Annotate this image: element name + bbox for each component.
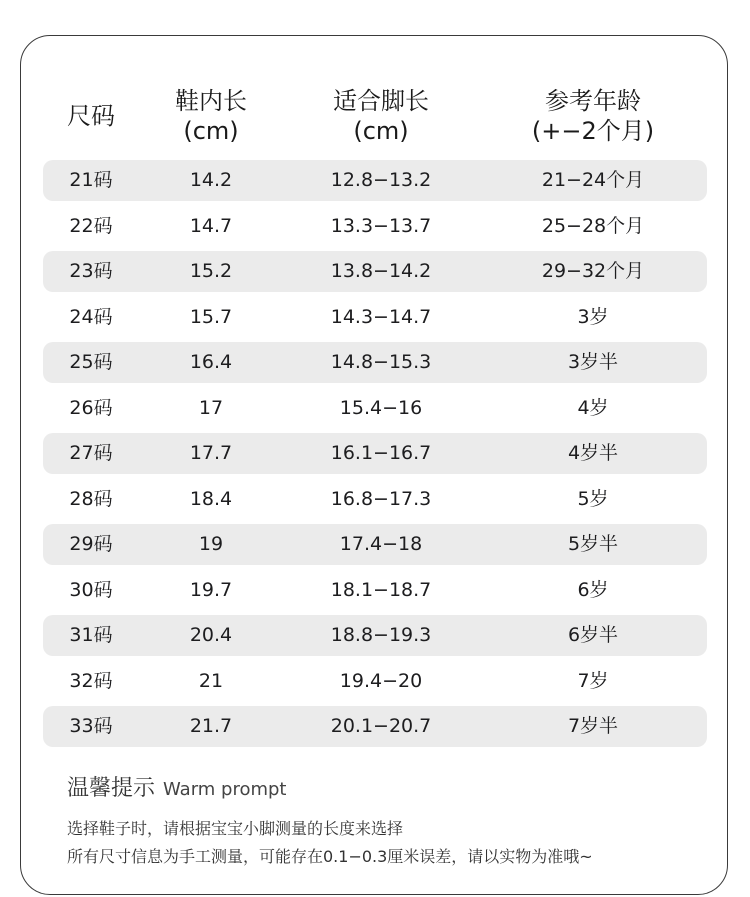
cell-insole-length: 17.7 [189, 442, 233, 464]
cell-insole-length: 19 [198, 533, 224, 555]
cell-foot-length: 18.1−18.7 [330, 578, 432, 601]
cell-foot-length: 18.8−19.3 [330, 624, 432, 646]
cell-reference-age: 7岁半 [567, 715, 619, 737]
cell-size: 25码 [69, 351, 113, 373]
tips-heading [67, 771, 707, 805]
cell-reference-age: 29−32个月 [541, 260, 645, 282]
cell-insole-length: 15.2 [189, 260, 233, 282]
cell-foot-length: 20.1−20.7 [330, 715, 432, 737]
cell-foot-length: 14.3−14.7 [330, 305, 432, 328]
size-chart-card [20, 35, 728, 895]
table-row [43, 524, 707, 565]
table-row [43, 433, 707, 474]
header-reference-age [479, 71, 707, 161]
header-insole-length-unit: (cm) [183, 117, 239, 145]
header-foot-length-label: 适合脚长 [333, 87, 429, 115]
cell-size: 30码 [69, 578, 113, 601]
table-row [43, 342, 707, 383]
table-row [43, 706, 707, 747]
cell-reference-age: 21−24个月 [541, 169, 645, 191]
cell-reference-age: 4岁半 [567, 442, 619, 464]
table-header [43, 71, 707, 161]
cell-foot-length: 13.3−13.7 [330, 214, 432, 237]
cell-size: 26码 [69, 396, 113, 419]
cell-foot-length: 14.8−15.3 [330, 351, 432, 373]
header-size-label: 尺码 [67, 102, 115, 130]
cell-reference-age: 3岁 [577, 305, 609, 328]
cell-size: 24码 [69, 305, 113, 328]
table-row [43, 661, 707, 702]
cell-insole-length: 18.4 [189, 487, 233, 510]
cell-foot-length: 16.1−16.7 [330, 442, 432, 464]
cell-insole-length: 19.7 [189, 578, 233, 601]
cell-reference-age: 5岁半 [567, 533, 619, 555]
table-row [43, 297, 707, 338]
cell-size: 23码 [69, 260, 113, 282]
tips-title-cn: 温馨提示 [67, 776, 156, 801]
cell-insole-length: 16.4 [189, 351, 233, 373]
tips-section [67, 771, 707, 871]
cell-size: 22码 [69, 214, 113, 237]
table-row [43, 479, 707, 520]
header-foot-length-unit: (cm) [353, 117, 409, 145]
cell-insole-length: 21.7 [189, 715, 233, 737]
cell-insole-length: 15.7 [189, 305, 233, 328]
cell-reference-age: 6岁 [577, 578, 609, 601]
cell-insole-length: 17 [198, 396, 224, 419]
cell-insole-length: 14.7 [189, 214, 233, 237]
table-row [43, 388, 707, 429]
header-foot-length [283, 71, 479, 161]
cell-size: 28码 [69, 487, 113, 510]
table-row [43, 251, 707, 292]
cell-size: 27码 [69, 442, 113, 464]
tips-line: 所有尺寸信息为手工测量，可能存在0.1−0.3厘米误差，请以实物为准哦~ [67, 847, 593, 866]
cell-size: 29码 [69, 533, 113, 555]
cell-reference-age: 6岁半 [567, 624, 619, 646]
cell-foot-length: 17.4−18 [339, 533, 423, 555]
cell-insole-length: 14.2 [189, 169, 233, 191]
cell-foot-length: 15.4−16 [339, 396, 423, 419]
tips-line: 选择鞋子时，请根据宝宝小脚测量的长度来选择 [67, 819, 404, 838]
cell-insole-length: 21 [198, 669, 224, 692]
cell-foot-length: 19.4−20 [339, 669, 423, 692]
cell-reference-age: 25−28个月 [541, 214, 645, 237]
cell-reference-age: 3岁半 [567, 351, 619, 373]
header-insole-length-label: 鞋内长 [175, 87, 247, 115]
cell-insole-length: 20.4 [189, 624, 233, 646]
cell-foot-length: 16.8−17.3 [330, 487, 432, 510]
cell-size: 33码 [69, 715, 113, 737]
cell-reference-age: 5岁 [577, 487, 609, 510]
table-row [43, 570, 707, 611]
header-reference-age-note: (+−2个月) [531, 117, 655, 145]
cell-size: 31码 [69, 624, 113, 646]
table-row [43, 206, 707, 247]
tips-title-en: Warm prompt [163, 779, 287, 800]
cell-reference-age: 4岁 [577, 396, 609, 419]
cell-size: 32码 [69, 669, 113, 692]
cell-size: 21码 [69, 169, 113, 191]
header-reference-age-label: 参考年龄 [545, 87, 641, 115]
cell-foot-length: 13.8−14.2 [330, 260, 432, 282]
cell-reference-age: 7岁 [577, 669, 609, 692]
cell-foot-length: 12.8−13.2 [330, 169, 432, 191]
table-row [43, 160, 707, 201]
header-insole-length [139, 71, 283, 161]
header-size [43, 71, 139, 161]
table-row [43, 615, 707, 656]
